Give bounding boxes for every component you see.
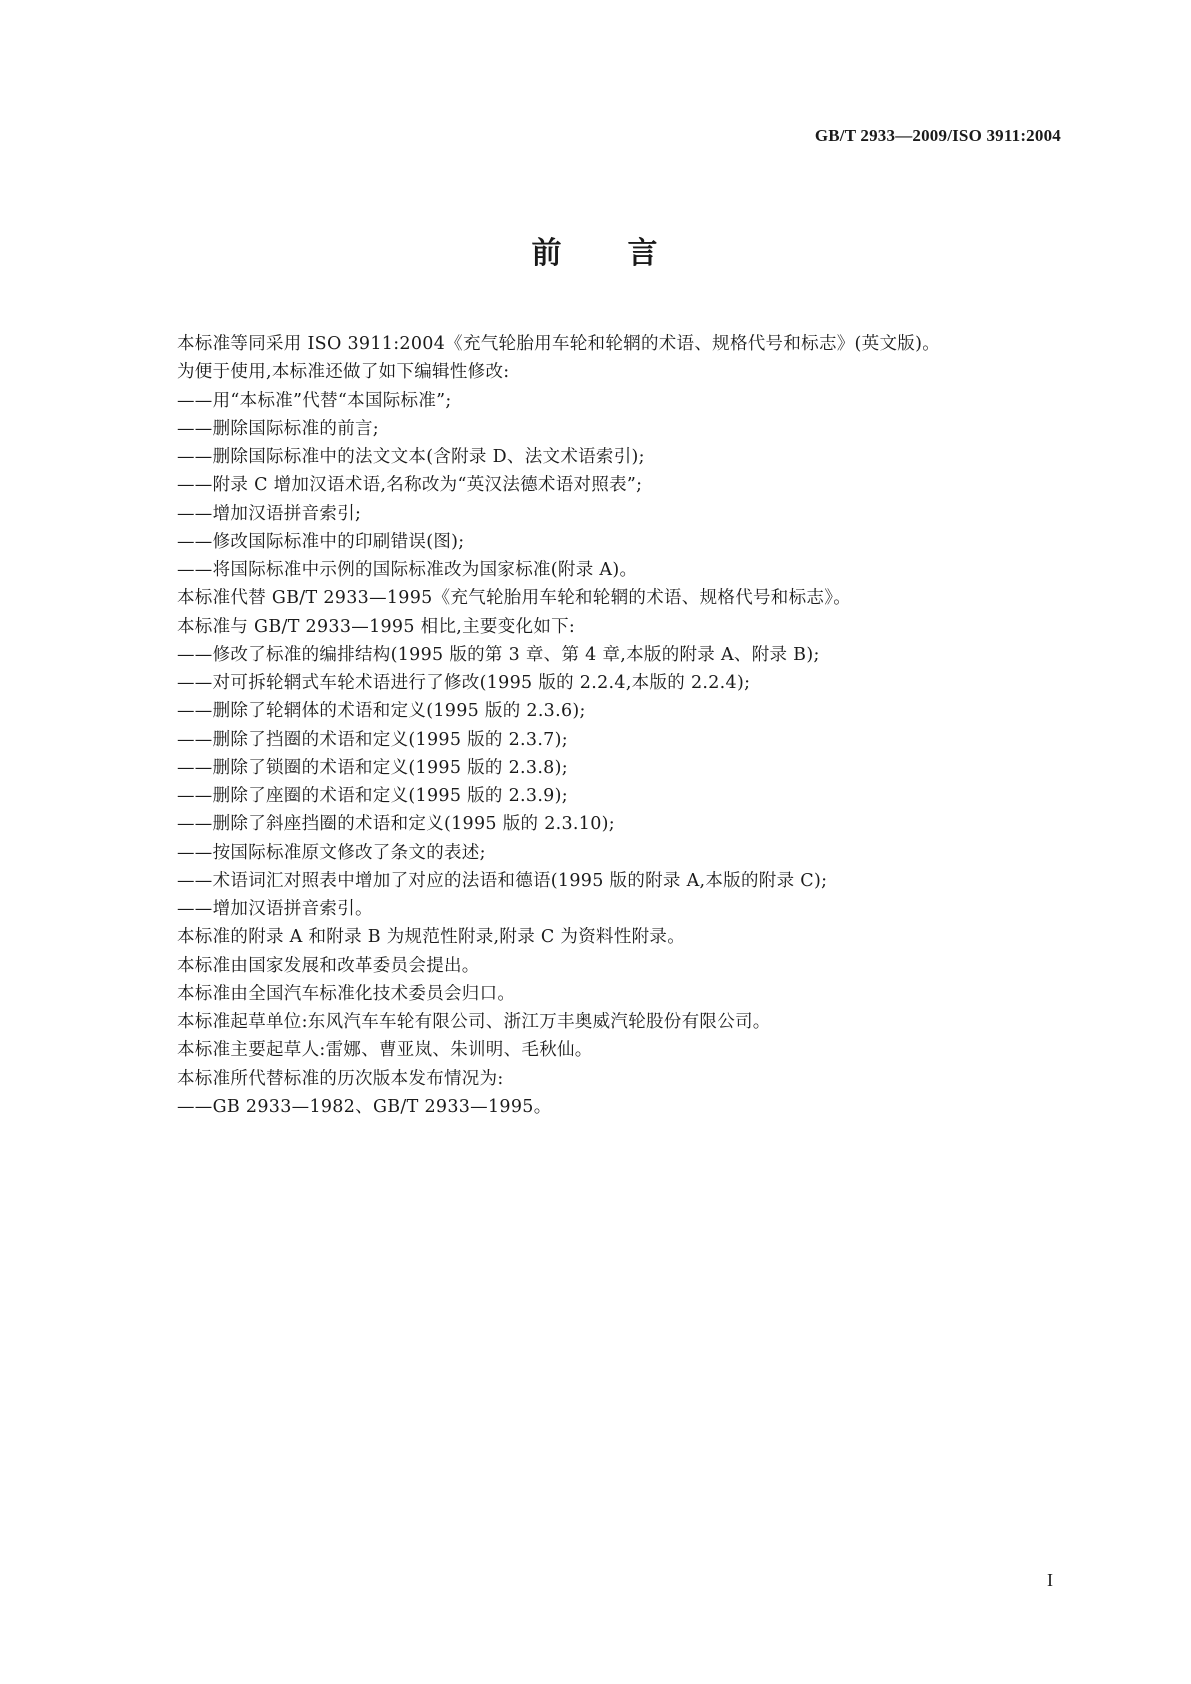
title-char-2: 言 (627, 236, 660, 271)
list-item: ——删除了座圈的术语和定义(1995 版的 2.3.9); (177, 786, 568, 806)
list-item: ——增加汉语拼音索引; (177, 503, 362, 524)
list-item: ——用“本标准”代替“本国际标准”; (177, 390, 452, 411)
list-item: ——删除了锁圈的术语和定义(1995 版的 2.3.8); (177, 757, 568, 778)
paragraph-line: 本标准主要起草人:雷娜、曹亚岚、朱训明、毛秋仙。 (177, 1040, 593, 1061)
list-item: ——GB 2933—1982、GB/T 2933—1995。 (177, 1096, 552, 1117)
paragraph-line: 本标准与 GB/T 2933—1995 相比,主要变化如下: (177, 616, 576, 637)
paragraph-line: 本标准起草单位:东风汽车车轮有限公司、浙江万丰奥威汽轮股份有限公司。 (177, 1012, 771, 1032)
page-title (0, 228, 1191, 272)
list-item: ——修改了标准的编排结构(1995 版的第 3 章、第 4 章,本版的附录 A、附录 B); (177, 644, 820, 665)
paragraph-line: 本标准由国家发展和改革委员会提出。 (177, 955, 480, 976)
list-item: ——删除国际标准的前言; (177, 418, 379, 439)
list-item: ——删除了斜座挡圈的术语和定义(1995 版的 2.3.10); (177, 814, 615, 835)
list-item: ——附录 C 增加汉语术语,名称改为“英汉法德术语对照表”; (177, 475, 643, 496)
paragraph-line: 本标准等同采用 ISO 3911:2004《充气轮胎用车轮和轮辋的术语、规格代号和标志》(英文版)。 (177, 334, 940, 354)
title-char-1: 前 (531, 236, 564, 271)
paragraph-line: 本标准由全国汽车标准化技术委员会归口。 (177, 983, 516, 1004)
page-number: I (1047, 1570, 1053, 1590)
list-item: ——删除了轮辋体的术语和定义(1995 版的 2.3.6); (177, 701, 586, 722)
list-item: ——删除国际标准中的法文文本(含附录 D、法文术语索引); (177, 447, 645, 467)
paragraph-line: 本标准所代替标准的历次版本发布情况为: (177, 1068, 504, 1089)
list-item: ——将国际标准中示例的国际标准改为国家标准(附录 A)。 (177, 560, 638, 580)
list-item: ——对可拆轮辋式车轮术语进行了修改(1995 版的 2.2.4,本版的 2.2.4); (177, 673, 751, 693)
foreword-body (177, 330, 1077, 1121)
list-item: ——术语词汇对照表中增加了对应的法语和德语(1995 版的附录 A,本版的附录 C); (177, 870, 828, 891)
paragraph-line: 本标准代替 GB/T 2933—1995《充气轮胎用车轮和轮辋的术语、规格代号和标志》。 (177, 588, 852, 609)
list-item: ——删除了挡圈的术语和定义(1995 版的 2.3.7); (177, 729, 568, 750)
list-item: ——增加汉语拼音索引。 (177, 899, 373, 919)
list-item: ——修改国际标准中的印刷错误(图); (177, 531, 465, 552)
paragraph-line: 为便于使用,本标准还做了如下编辑性修改: (177, 362, 510, 383)
paragraph-line: 本标准的附录 A 和附录 B 为规范性附录,附录 C 为资料性附录。 (177, 927, 686, 948)
standard-code: GB/T 2933—2009/ISO 3911:2004 (814, 126, 1061, 145)
list-item: ——按国际标准原文修改了条文的表述; (177, 842, 486, 863)
